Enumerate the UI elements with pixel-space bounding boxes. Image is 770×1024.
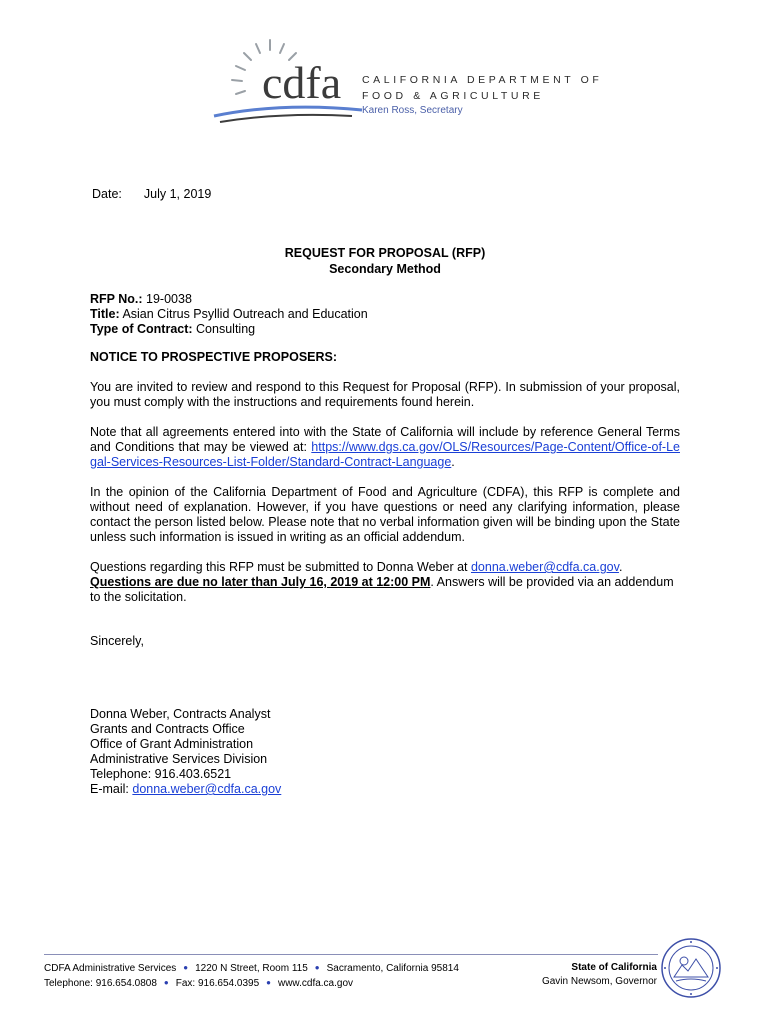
signature-phone: Telephone: 916.403.6521: [90, 767, 232, 781]
date-label: Date:: [92, 187, 122, 201]
footer-phone: Telephone: 916.654.0808: [44, 978, 157, 989]
footer-governor: Gavin Newsom, Governor: [541, 976, 657, 987]
logo-wordmark: cdfa: [262, 57, 342, 108]
document-title: REQUEST FOR PROPOSAL (RFP): [284, 246, 486, 260]
signature-name: Donna Weber, Contracts Analyst: [90, 707, 271, 721]
questions-text: Questions regarding this RFP must be submitted to Donna Weber at: [90, 560, 471, 574]
closing: Sincerely,: [90, 634, 144, 648]
date-value: July 1, 2019: [143, 187, 212, 201]
footer-divider: [44, 954, 658, 955]
department-line-2: FOOD & AGRICULTURE: [362, 90, 544, 102]
rfp-title-value: Asian Citrus Psyllid Outreach and Education: [122, 307, 368, 321]
paragraph-invitation: You are invited to review and respond to this Request for Proposal (RFP). In submission of your proposal, you must comply with the instructions and requirements found herein.: [90, 380, 680, 409]
bullet-icon: ●: [163, 978, 169, 987]
footer-address: [44, 961, 459, 991]
signature-office-2: Office of Grant Administration: [90, 737, 254, 751]
questions-period: .: [618, 560, 623, 574]
signature-division: Administrative Services Division: [90, 752, 268, 766]
cdfa-logo: [212, 36, 372, 136]
signature-office: Grants and Contracts Office: [90, 722, 245, 736]
department-line-1: CALIFORNIA DEPARTMENT OF: [362, 74, 603, 86]
terms-period: .: [451, 455, 455, 469]
bullet-icon: ●: [266, 978, 271, 987]
terms-text: Note that all agreements entered into with the State of California will include by reference General Terms and Conditions that may be viewed at:: [90, 425, 680, 454]
signature-email-link[interactable]: donna.weber@cdfa.ca.gov: [132, 782, 282, 796]
paragraph-terms: [90, 425, 680, 470]
signature-block: [90, 707, 680, 797]
notice-heading: NOTICE TO PROSPECTIVE PROPOSERS:: [90, 350, 338, 364]
footer-state: [542, 961, 657, 989]
document-subtitle: Secondary Method: [329, 262, 441, 276]
paragraph-opinion: In the opinion of the California Department of Food and Agriculture (CDFA), this RFP is complete and without need of explanation. However, if you have questions or need any clarifying information, please contact the person listed below. Please note that no verbal information given will be binding upon the State unless such information is issued in writing as an official addendum.: [90, 485, 680, 544]
questions-email-link[interactable]: donna.weber@cdfa.ca.gov: [470, 560, 619, 574]
rfp-no-label: RFP No.:: [90, 292, 143, 306]
paragraph-questions: [90, 560, 680, 605]
sun-rays-icon: [212, 36, 372, 136]
contract-type-label: Type of Contract:: [90, 322, 193, 336]
secretary-name: Karen Ross, Secretary: [362, 105, 463, 116]
california-seal-icon: [660, 937, 722, 999]
footer-website: www.cdfa.ca.gov: [277, 978, 354, 989]
footer-fax: Fax: 916.654.0395: [175, 978, 260, 989]
footer-office: CDFA Administrative Services: [44, 963, 177, 974]
questions-answers-text: . Answers will be provided via an addendum to the solicitation.: [90, 575, 674, 604]
footer-city: Sacramento, California 95814: [326, 963, 459, 974]
bullet-icon: ●: [183, 963, 189, 972]
bullet-icon: ●: [314, 963, 320, 972]
rfp-title-label: Title:: [90, 307, 120, 321]
questions-deadline: Questions are due no later than July 16, 2019 at 12:00 PM: [90, 575, 431, 589]
date-row: [92, 187, 211, 201]
contract-type-value: Consulting: [196, 322, 256, 336]
rfp-no-value: 19-0038: [146, 292, 192, 306]
rfp-info: [90, 292, 680, 337]
footer-state-name: State of California: [571, 962, 657, 973]
terms-link[interactable]: https://www.dgs.ca.gov/OLS/Resources/Page-Content/Office-of-Legal-Services-Resources-List-Folder/Standard-Contract-Language: [90, 440, 680, 469]
signature-email-label: E-mail:: [90, 782, 133, 796]
department-name: [362, 72, 602, 104]
footer-street: 1220 N Street, Room 115: [195, 963, 308, 974]
